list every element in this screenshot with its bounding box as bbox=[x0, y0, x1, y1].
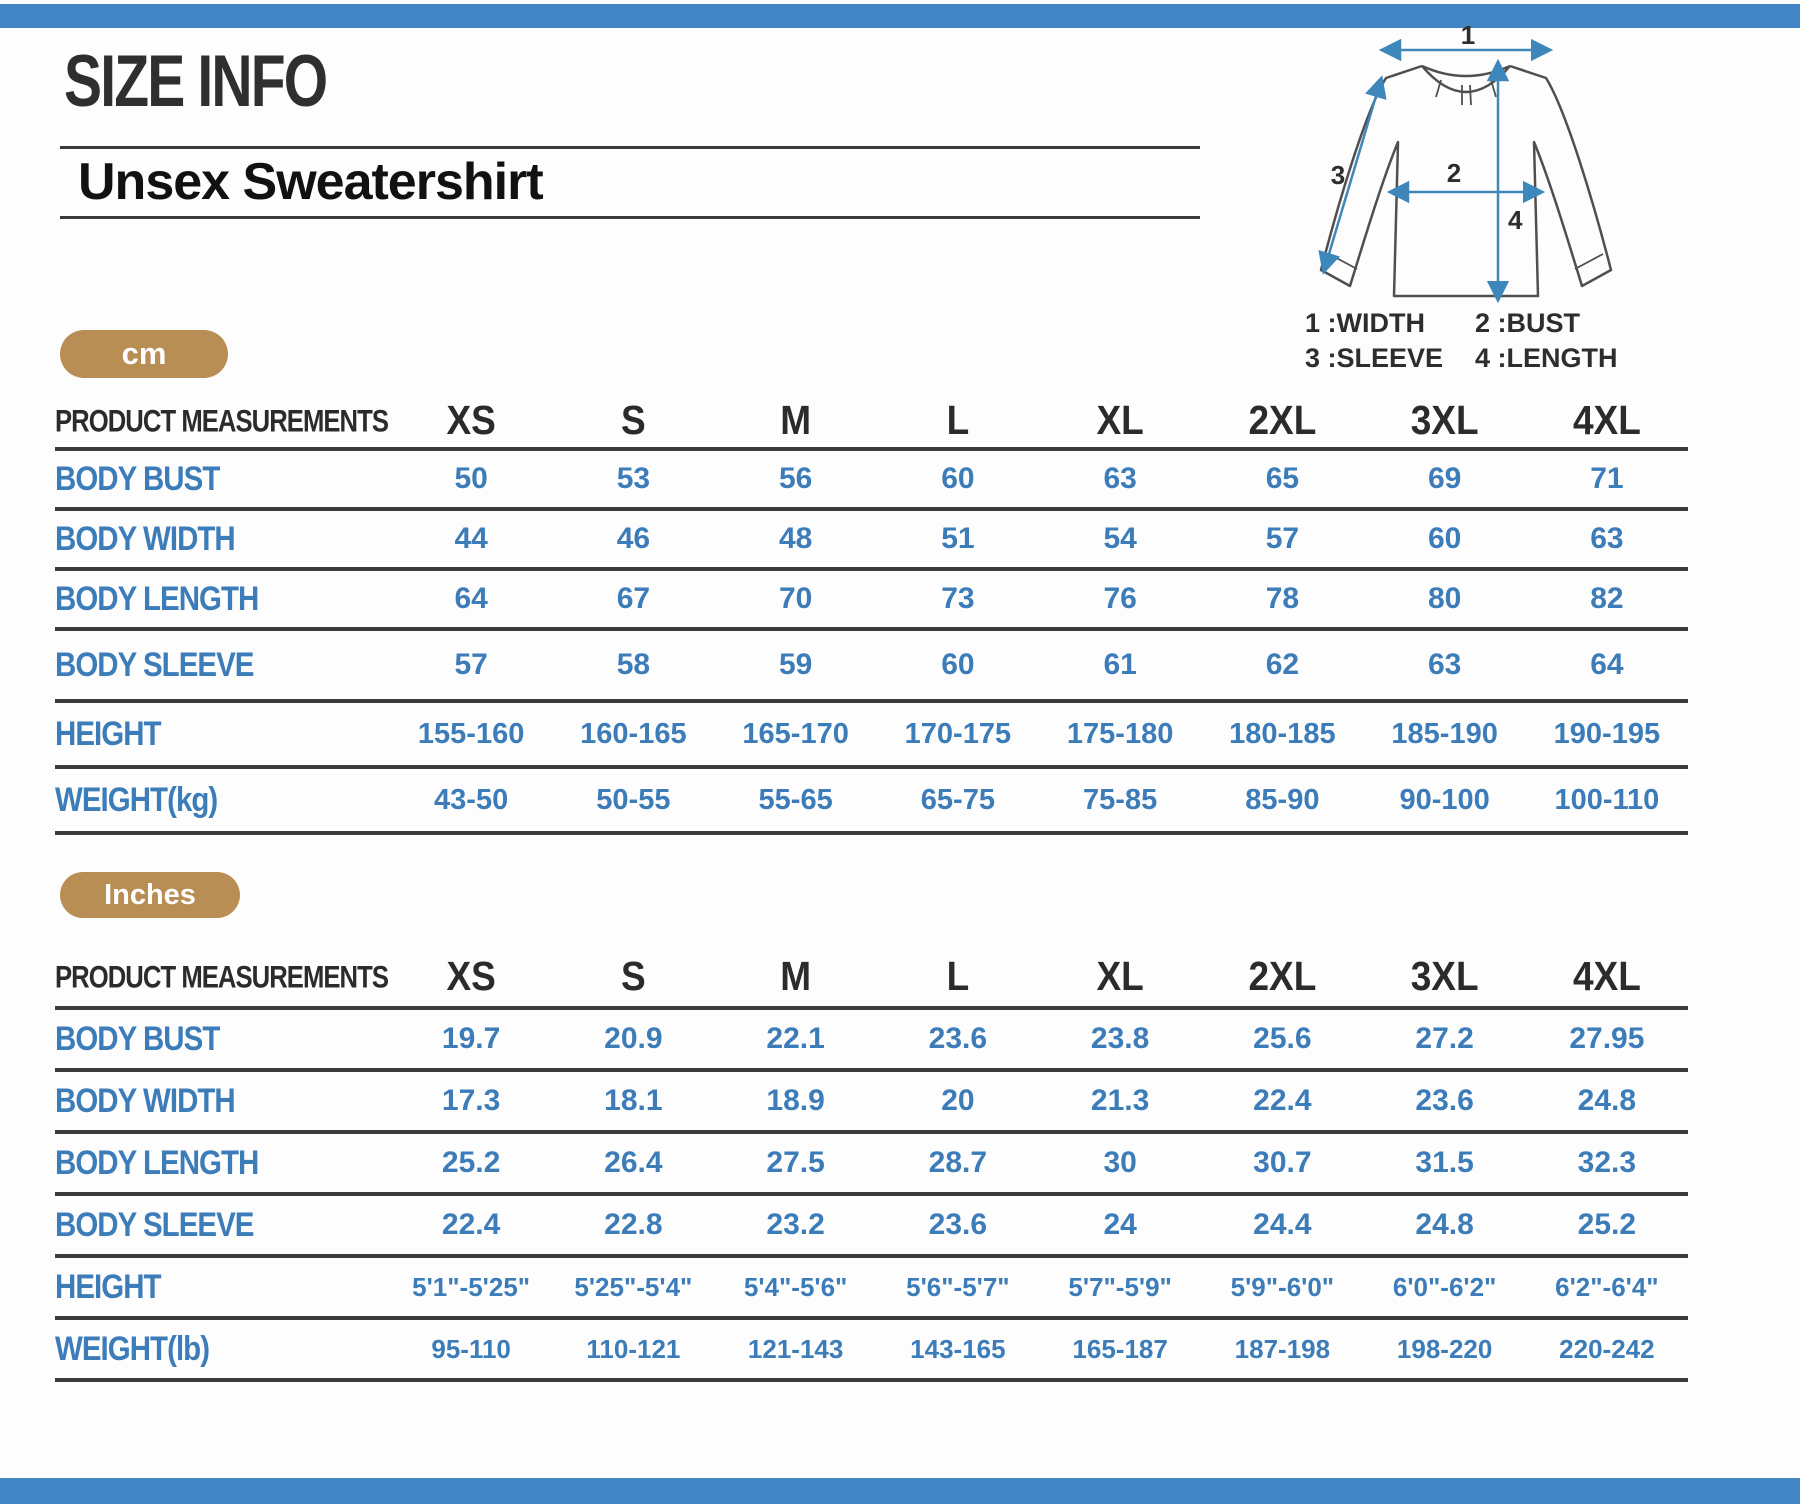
cell-value: 110-121 bbox=[586, 1333, 681, 1364]
legend-bust: 2 :BUST bbox=[1475, 308, 1581, 338]
legend-length: 4 :LENGTH bbox=[1475, 343, 1618, 373]
cell-value: 75-85 bbox=[1083, 783, 1158, 816]
cell-value: 23.2 bbox=[766, 1208, 825, 1241]
cell-value: 18.1 bbox=[604, 1084, 663, 1117]
size-header-2xl: 2XL bbox=[1248, 397, 1317, 443]
cell-value: 30 bbox=[1103, 1146, 1137, 1179]
table-row bbox=[55, 451, 1688, 511]
cell-value: 5'9"-6'0" bbox=[1230, 1271, 1335, 1302]
cell-value: 60 bbox=[941, 648, 975, 681]
cell-value: 65 bbox=[1265, 462, 1300, 495]
cell-value: 19.7 bbox=[441, 1022, 501, 1055]
cell-value: 170-175 bbox=[904, 717, 1012, 750]
cell-value: 23.6 bbox=[928, 1022, 988, 1055]
measurements-header: PRODUCT MEASUREMENTS bbox=[55, 403, 388, 438]
row-label: BODY BUST bbox=[55, 1018, 220, 1059]
cell-value: 54 bbox=[1103, 522, 1137, 555]
cell-value: 80 bbox=[1427, 582, 1462, 615]
table-row bbox=[55, 1258, 1688, 1320]
size-header-s: S bbox=[621, 953, 646, 999]
cell-value: 46 bbox=[616, 522, 651, 555]
cell-value: 5'7"-5'9" bbox=[1068, 1271, 1172, 1302]
cell-value: 26.4 bbox=[604, 1146, 663, 1179]
cell-value: 60 bbox=[941, 462, 975, 495]
table-row bbox=[55, 631, 1688, 703]
cell-value: 185-190 bbox=[1391, 717, 1498, 750]
cell-value: 62 bbox=[1265, 648, 1300, 681]
cell-value: 71 bbox=[1590, 462, 1624, 495]
cell-value: 28.7 bbox=[928, 1146, 988, 1179]
cell-value: 27.5 bbox=[766, 1146, 825, 1179]
table-row bbox=[55, 571, 1688, 631]
cell-value: 5'6"-5'7" bbox=[906, 1271, 1010, 1302]
cell-value: 6'2"-6'4" bbox=[1555, 1271, 1659, 1302]
cell-value: 55-65 bbox=[758, 783, 833, 816]
marker-3: 3 bbox=[1330, 160, 1346, 190]
cell-value: 51 bbox=[941, 522, 975, 555]
row-label: BODY LENGTH bbox=[55, 1142, 259, 1183]
cell-value: 30.7 bbox=[1253, 1146, 1312, 1179]
table-row bbox=[55, 1072, 1688, 1134]
cell-value: 56 bbox=[778, 462, 813, 495]
table-row bbox=[55, 511, 1688, 571]
cell-value: 160-165 bbox=[580, 717, 687, 750]
cell-value: 5'1"-5'25" bbox=[412, 1271, 531, 1302]
cell-value: 73 bbox=[941, 582, 975, 615]
cell-value: 65-75 bbox=[920, 783, 995, 816]
cell-value: 121-143 bbox=[747, 1333, 844, 1364]
size-header-xs: XS bbox=[446, 953, 496, 999]
cell-value: 31.5 bbox=[1415, 1146, 1474, 1179]
unit-badge-inches: Inches bbox=[60, 872, 240, 918]
size-header-xl: XL bbox=[1096, 397, 1144, 443]
cell-value: 165-187 bbox=[1072, 1333, 1168, 1364]
cell-value: 63 bbox=[1103, 462, 1137, 495]
cell-value: 155-160 bbox=[417, 717, 525, 750]
row-label: HEIGHT bbox=[55, 1266, 161, 1307]
size-header-s: S bbox=[621, 397, 646, 443]
cell-value: 90-100 bbox=[1399, 783, 1490, 816]
cell-value: 82 bbox=[1590, 582, 1624, 615]
cell-value: 25.6 bbox=[1253, 1022, 1312, 1055]
cell-value: 58 bbox=[616, 648, 651, 681]
row-label: HEIGHT bbox=[55, 713, 161, 754]
cell-value: 63 bbox=[1590, 522, 1624, 555]
cell-value: 50-55 bbox=[596, 783, 671, 816]
marker-4: 4 bbox=[1508, 205, 1523, 235]
row-label: BODY WIDTH bbox=[55, 1080, 235, 1121]
cell-value: 20.9 bbox=[604, 1022, 663, 1055]
cell-value: 43-50 bbox=[434, 783, 509, 816]
cell-value: 78 bbox=[1265, 582, 1300, 615]
table-row bbox=[55, 703, 1688, 769]
cell-value: 76 bbox=[1103, 582, 1137, 615]
cell-value: 27.2 bbox=[1415, 1022, 1474, 1055]
table-row bbox=[55, 1196, 1688, 1258]
table-row bbox=[55, 1134, 1688, 1196]
row-label: BODY LENGTH bbox=[55, 578, 259, 619]
cell-value: 67 bbox=[616, 582, 651, 615]
cell-value: 20 bbox=[941, 1084, 975, 1117]
cell-value: 60 bbox=[1427, 522, 1462, 555]
row-label: BODY SLEEVE bbox=[55, 1204, 254, 1245]
unit-badge-cm: cm bbox=[60, 330, 228, 378]
sweatshirt-outline-icon bbox=[1276, 24, 1666, 314]
row-label: BODY SLEEVE bbox=[55, 644, 254, 685]
divider-line bbox=[60, 216, 1200, 219]
cell-value: 23.6 bbox=[928, 1208, 988, 1241]
cell-value: 198-220 bbox=[1396, 1333, 1493, 1364]
cell-value: 24.4 bbox=[1253, 1208, 1312, 1241]
cell-value: 5'4"-5'6" bbox=[743, 1271, 848, 1302]
cell-value: 48 bbox=[778, 522, 813, 555]
row-label: BODY BUST bbox=[55, 458, 220, 499]
cell-value: 23.6 bbox=[1415, 1084, 1474, 1117]
legend-sleeve: 3 :SLEEVE bbox=[1305, 343, 1444, 373]
legend-width: 1 :WIDTH bbox=[1305, 308, 1425, 338]
cell-value: 63 bbox=[1427, 648, 1462, 681]
size-header-4xl: 4XL bbox=[1572, 953, 1641, 999]
size-header-m: M bbox=[780, 953, 812, 999]
cell-value: 32.3 bbox=[1577, 1146, 1637, 1179]
cell-value: 220-242 bbox=[1559, 1333, 1655, 1364]
cell-value: 180-185 bbox=[1229, 717, 1336, 750]
cell-value: 95-110 bbox=[431, 1333, 511, 1364]
row-label: WEIGHT(kg) bbox=[55, 779, 218, 820]
cell-value: 18.9 bbox=[766, 1084, 825, 1117]
cell-value: 59 bbox=[778, 648, 813, 681]
cell-value: 25.2 bbox=[1577, 1208, 1637, 1241]
size-header-l: L bbox=[946, 953, 970, 999]
cell-value: 53 bbox=[616, 462, 651, 495]
cell-value: 44 bbox=[454, 522, 488, 555]
diagram-legend bbox=[1305, 308, 1625, 374]
row-label: WEIGHT(lb) bbox=[55, 1328, 210, 1369]
size-header-3xl: 3XL bbox=[1410, 953, 1479, 999]
cell-value: 17.3 bbox=[441, 1084, 501, 1117]
divider-line bbox=[60, 146, 1200, 149]
cell-value: 24.8 bbox=[1415, 1208, 1474, 1241]
size-header-4xl: 4XL bbox=[1572, 397, 1641, 443]
cell-value: 165-170 bbox=[742, 717, 849, 750]
product-name: Unsex Sweatershirt bbox=[78, 153, 543, 211]
bottom-accent-bar bbox=[0, 1478, 1800, 1504]
size-header-m: M bbox=[780, 397, 812, 443]
table-header-row bbox=[55, 948, 1688, 1010]
measurements-header: PRODUCT MEASUREMENTS bbox=[55, 959, 388, 994]
cell-value: 57 bbox=[454, 648, 488, 681]
cell-value: 187-198 bbox=[1234, 1333, 1331, 1364]
cell-value: 23.8 bbox=[1090, 1022, 1150, 1055]
cell-value: 175-180 bbox=[1066, 717, 1174, 750]
cell-value: 25.2 bbox=[441, 1146, 501, 1179]
size-header-xl: XL bbox=[1096, 953, 1144, 999]
cell-value: 5'25"-5'4" bbox=[574, 1271, 693, 1302]
size-table-cm bbox=[55, 395, 1688, 835]
cell-value: 143-165 bbox=[910, 1333, 1006, 1364]
table-header-row bbox=[55, 395, 1688, 451]
marker-2: 2 bbox=[1446, 158, 1462, 188]
size-header-2xl: 2XL bbox=[1248, 953, 1317, 999]
marker-1: 1 bbox=[1460, 24, 1476, 50]
cell-value: 24.8 bbox=[1577, 1084, 1637, 1117]
cell-value: 21.3 bbox=[1090, 1084, 1150, 1117]
size-header-3xl: 3XL bbox=[1410, 397, 1479, 443]
page-title: SIZE INFO bbox=[64, 41, 327, 123]
cell-value: 69 bbox=[1427, 462, 1462, 495]
cell-value: 24 bbox=[1103, 1208, 1137, 1241]
size-header-xs: XS bbox=[446, 397, 496, 443]
cell-value: 27.95 bbox=[1569, 1022, 1645, 1055]
cell-value: 190-195 bbox=[1553, 717, 1661, 750]
table-row bbox=[55, 1010, 1688, 1072]
row-label: BODY WIDTH bbox=[55, 518, 235, 559]
table-row bbox=[55, 769, 1688, 835]
sweatshirt-measurement-diagram bbox=[1276, 24, 1666, 314]
cell-value: 22.1 bbox=[766, 1022, 825, 1055]
cell-value: 64 bbox=[454, 582, 488, 615]
size-header-l: L bbox=[946, 397, 970, 443]
cell-value: 22.8 bbox=[604, 1208, 663, 1241]
cell-value: 61 bbox=[1103, 648, 1137, 681]
cell-value: 70 bbox=[778, 582, 813, 615]
cell-value: 64 bbox=[1590, 648, 1624, 681]
cell-value: 22.4 bbox=[441, 1208, 501, 1241]
cell-value: 6'0"-6'2" bbox=[1392, 1271, 1497, 1302]
cell-value: 22.4 bbox=[1253, 1084, 1312, 1117]
cell-value: 85-90 bbox=[1245, 783, 1320, 816]
cell-value: 100-110 bbox=[1554, 783, 1660, 816]
size-table-inches bbox=[55, 948, 1688, 1382]
cell-value: 50 bbox=[454, 462, 488, 495]
cell-value: 57 bbox=[1265, 522, 1300, 555]
table-row bbox=[55, 1320, 1688, 1382]
